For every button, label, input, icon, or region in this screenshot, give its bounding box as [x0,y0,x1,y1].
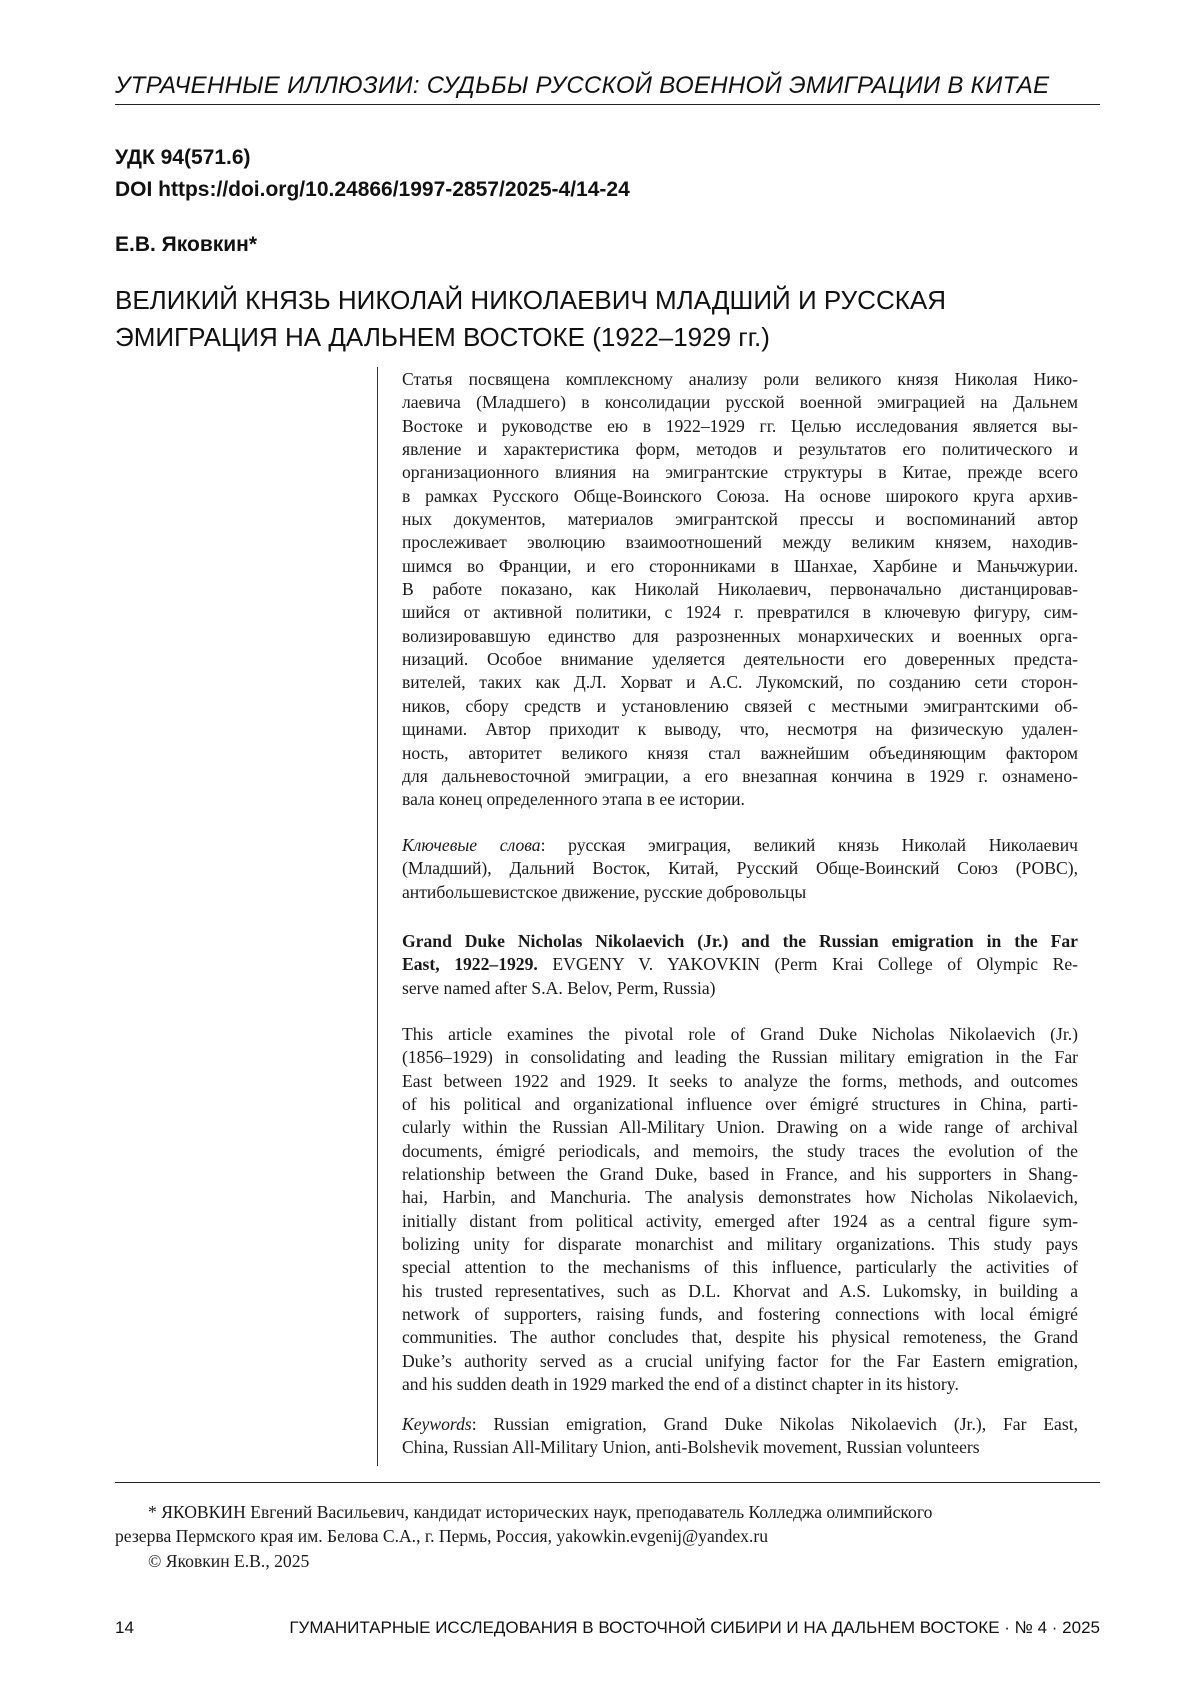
abstract-ru-line: волизировавшую единство для разрозненных монархических и военных орга- [402,625,1078,646]
copyright-notice: © Яковкин Е.В., 2025 [148,1551,310,1571]
abstract-ru-line: ность, авторитет великого князя стал важнейшим объединяющим фактором [402,742,1078,763]
abstract-ru-line: Востоке и руководстве ею в 1922–1929 гг. Целью исследования является вы- [402,415,1078,436]
abstract-ru [402,368,1078,812]
keywords-ru-line: (Младший), Дальний Восток, Китай, Русский Обще-Воинский Союз (РОВС), [402,858,1078,879]
abstract-ru-line: лаевича (Младшего) в консолидации русской военной эмиграцией на Дальнем [402,392,1078,413]
keywords-ru [402,834,1078,904]
journal-name: ГУМАНИТАРНЫЕ ИССЛЕДОВАНИЯ В ВОСТОЧНОЙ СИБИРИ И НА ДАЛЬНЕМ ВОСТОКЕ · № 4 · 2025 [289,1618,1100,1637]
keywords-en [402,1413,1078,1460]
abstract-ru-line: шимся во Франции, и его сторонниками в Шанхае, Харбине и Маньчжурии. [402,555,1078,576]
abstract-en-line: initially distant from political activity, emerged after 1924 as a central figure sym- [402,1210,1078,1231]
title-line: ЭМИГРАЦИЯ НА ДАЛЬНЕМ ВОСТОКЕ (1922–1929 гг.) [115,322,770,352]
keywords-en-label: Keywords [402,1414,472,1434]
footnote-divider [115,1482,1100,1483]
article-title [115,282,1055,356]
abstract-ru-line: прослеживает эволюцию взаимоотношений между великим князем, находив- [402,532,1078,553]
abstract-en-line: relationship between the Grand Duke, based in France, and his supporters in Shang- [402,1164,1078,1185]
author-name: Е.В. Яковкин* [115,233,258,256]
abstract-en-line: documents, émigré periodicals, and memoirs, the study traces the evolution of the [402,1140,1078,1161]
keywords-ru-label: Ключевые слова [402,835,541,855]
abstract-en-line: Duke’s authority served as a crucial unifying factor for the Far Eastern emigration, [402,1350,1078,1371]
english-title: East, 1922–1929. [402,954,538,975]
abstract-en-line: of his political and organizational influence over émigré structures in China, parti- [402,1094,1078,1115]
keywords-ru-line: : русская эмиграция, великий князь Николай Николаевич [540,835,1078,855]
abstract-en-line: hai, Harbin, and Manchuria. The analysis demonstrates how Nicholas Nikolaevich, [402,1187,1078,1208]
abstract-ru-line: низаций. Особое внимание уделяется деятельности его доверенных предста- [402,649,1078,670]
abstract-en [402,1023,1078,1397]
abstract-en-line: and his sudden death in 1929 marked the end of a distinct chapter in its history. [402,1374,959,1395]
abstract-en-line: cularly within the Russian All-Military Union. Drawing on a wide range of archival [402,1117,1078,1138]
keywords-en-line: : Russian emigration, Grand Duke Nikolas Nikolaevich (Jr.), Far East, [471,1414,1078,1434]
abstract-en-line: (1856–1929) in consolidating and leading the Russian military emigration in the Far [402,1047,1078,1068]
abstract-en-line: This article examines the pivotal role of Grand Duke Nicholas Nikolaevich (Jr.) [402,1024,1078,1044]
abstract-en-line: special attention to the mechanisms of this influence, particularly the activities of [402,1257,1078,1278]
doi-link[interactable]: DOI https://doi.org/10.24866/1997-2857/2025-4/14-24 [115,178,630,201]
title-line: ВЕЛИКИЙ КНЯЗЬ НИКОЛАЙ НИКОЛАЕВИЧ МЛАДШИЙ И РУССКАЯ [115,285,946,315]
udk-code: УДК 94(571.6) [115,146,251,169]
header-divider [115,104,1100,105]
abstract-ru-line: явление и характеристика форм, методов и результатов его политического и [402,439,1078,460]
abstract-ru-line: вала конец определенного этапа в ее истории. [402,789,745,810]
abstract-ru-line: В работе показано, как Николай Николаевич, первоначально дистанцировав- [402,579,1078,600]
english-author: EVGENY V. YAKOVKIN (Perm Krai College of Olympic Re- [537,954,1078,975]
abstract-en-line: communities. The author concludes that, despite his physical remoteness, the Grand [402,1327,1078,1348]
abstract-ru-line: ников, сбору средств и установлению связей с местными эмигрантскими об- [402,695,1078,716]
keywords-en-line: China, Russian All-Military Union, anti-Bolshevik movement, Russian volunteers [402,1437,980,1458]
abstract-en-line: East between 1922 and 1929. It seeks to analyze the forms, methods, and outcomes [402,1070,1078,1091]
abstract-ru-line: ных документов, материалов эмигрантской прессы и воспоминаний автор [402,509,1078,530]
abstract-column-rule [377,367,378,1466]
abstract-ru-line: шийся от активной политики, с 1924 г. превратился в ключевую фигуру, сим- [402,602,1078,623]
author-footnote-continued: резерва Пермского края им. Белова С.А., г. Пермь, Россия, yakowkin.evgenij@yandex.ru [115,1526,769,1546]
page-number: 14 [115,1618,134,1637]
english-title-block [402,930,1078,1000]
abstract-ru-line: организационного влияния на эмигрантские структуры в Китае, прежде всего [402,462,1078,483]
running-head: УТРАЧЕННЫЕ ИЛЛЮЗИИ: СУДЬБЫ РУССКОЙ ВОЕННОЙ ЭМИГРАЦИИ В КИТАЕ [115,72,1050,99]
abstract-en-line: his trusted representatives, such as D.L. Khorvat and A.S. Lukomsky, in building a [402,1280,1078,1301]
author-footnote: * ЯКОВКИН Евгений Васильевич, кандидат исторических наук, преподаватель Колледжа олимпийского [148,1502,933,1522]
keywords-ru-line: антибольшевистское движение, русские добровольцы [402,881,807,902]
abstract-ru-line: вителей, таких как Д.Л. Хорват и А.С. Лукомский, по созданию сети сторон- [402,672,1078,693]
abstract-ru-line: для дальневосточной эмиграции, а его внезапная кончина в 1929 г. ознамено- [402,765,1078,786]
abstract-ru-line: щинами. Автор приходит к выводу, что, несмотря на физическую удален- [402,719,1078,740]
abstract-en-line: bolizing unity for disparate monarchist and military organizations. This study pays [402,1234,1078,1255]
english-affiliation: serve named after S.A. Belov, Perm, Russia) [402,977,716,998]
abstract-en-line: network of supporters, raising funds, and fostering connections with local émigré [402,1304,1078,1325]
abstract-ru-line: Статья посвящена комплексному анализу роли великого князя Николая Нико- [402,369,1078,389]
abstract-ru-line: в рамках Русского Обще-Воинского Союза. На основе широкого круга архив- [402,485,1078,506]
english-title: Grand Duke Nicholas Nikolaevich (Jr.) and the Russian emigration in the Far [402,931,1078,951]
